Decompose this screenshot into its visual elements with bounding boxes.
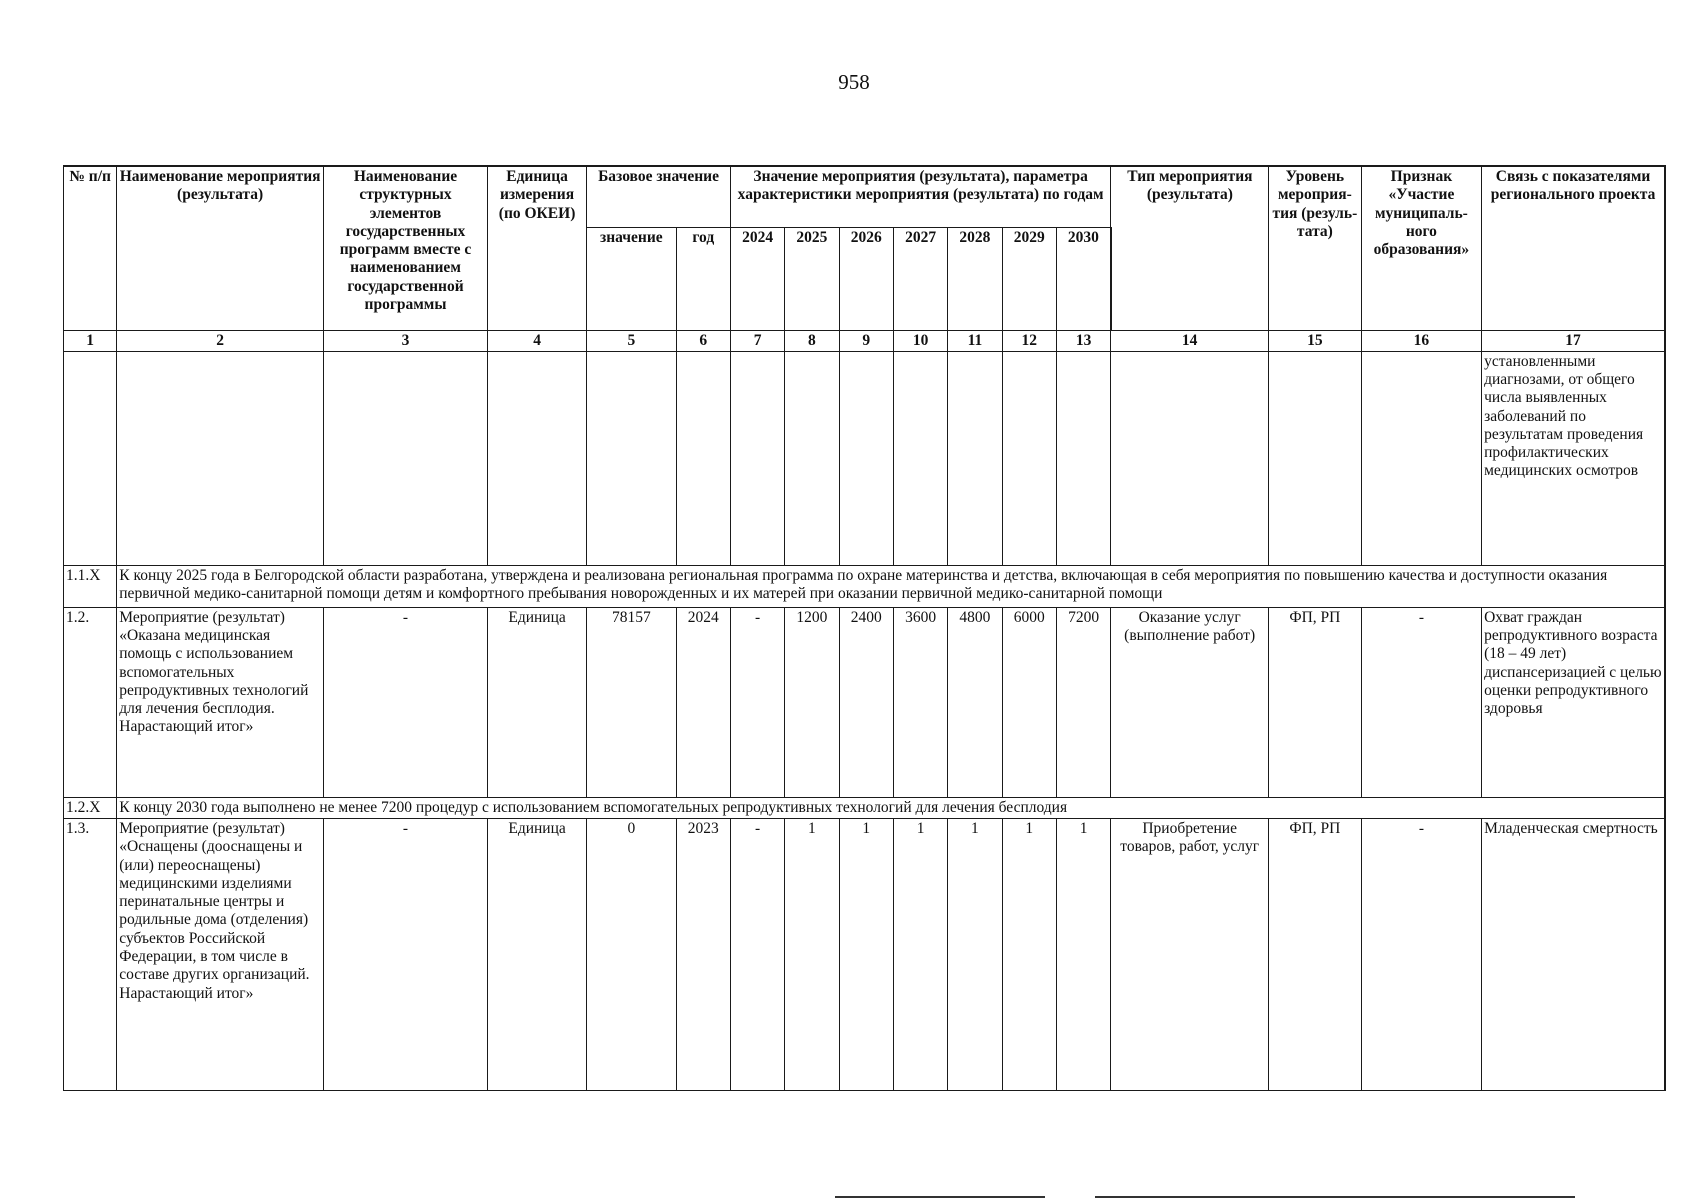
cell-empty xyxy=(323,351,487,565)
row-value-2030: 7200 xyxy=(1056,607,1110,797)
row-link: Охват граждан репродуктивного возраста (18 – 49 лет) диспансеризацией с целью оценки репродуктивного здоровья xyxy=(1482,607,1665,797)
header-year: 2027 xyxy=(893,227,947,330)
cell-empty xyxy=(730,351,784,565)
header-base-value-group: Базовое значение xyxy=(587,166,731,227)
row-value-2024: - xyxy=(730,607,784,797)
cell-empty xyxy=(1269,351,1362,565)
row-base-value: 0 xyxy=(587,819,676,1091)
row-value-2025: 1 xyxy=(785,819,839,1091)
row-base-value: 78157 xyxy=(587,607,676,797)
row-type: Приобретение товаров, работ, услуг xyxy=(1111,819,1269,1091)
header-name: Наименование мероприятия (результата) xyxy=(117,166,324,330)
cell-empty xyxy=(64,351,117,565)
header-num: № п/п xyxy=(64,166,117,330)
column-number: 12 xyxy=(1002,330,1056,351)
column-numbers-row xyxy=(64,330,1666,351)
column-number: 17 xyxy=(1482,330,1665,351)
row-value-2024: - xyxy=(730,819,784,1091)
header-unit: Единица измерения (по ОКЕИ) xyxy=(488,166,587,330)
row-value-2028: 4800 xyxy=(948,607,1002,797)
continuation-row xyxy=(64,351,1666,565)
cell-empty xyxy=(1361,351,1481,565)
row-level: ФП, РП xyxy=(1269,819,1362,1091)
row-base-year: 2023 xyxy=(676,819,730,1091)
task-num: 1.1.X xyxy=(64,565,117,607)
cell-empty xyxy=(676,351,730,565)
scan-footer-line xyxy=(1095,1196,1575,1198)
row-value-2029: 1 xyxy=(1002,819,1056,1091)
measure-row xyxy=(64,819,1666,1091)
column-number: 15 xyxy=(1269,330,1362,351)
row-base-year: 2024 xyxy=(676,607,730,797)
task-row xyxy=(64,797,1666,818)
column-number: 1 xyxy=(64,330,117,351)
header-year: 2026 xyxy=(839,227,893,330)
header-type: Тип мероприятия (результата) xyxy=(1111,166,1269,330)
column-number: 11 xyxy=(948,330,1002,351)
header-link: Связь с показателями регионального проекта xyxy=(1482,166,1665,330)
cell-empty xyxy=(117,351,324,565)
row-structural-elements: - xyxy=(323,607,487,797)
task-text: К концу 2025 года в Белгородской области разработана, утверждена и реализована региональная программа по охране материнства и детства, включающая в себя мероприятия по повышению качества и доступности оказания первичной медико-санитарной помощи детям и комфортного пребывания новорожденных и их матерей при оказании первичной медико-санитарной помощи xyxy=(117,565,1665,607)
row-unit: Единица xyxy=(488,607,587,797)
row-type: Оказание услуг (выполнение работ) xyxy=(1111,607,1269,797)
header-year: 2030 xyxy=(1056,227,1110,330)
cell-empty xyxy=(948,351,1002,565)
row-unit: Единица xyxy=(488,819,587,1091)
row-num: 1.2. xyxy=(64,607,117,797)
header-base-value: значение xyxy=(587,227,676,330)
column-number: 6 xyxy=(676,330,730,351)
row-value-2025: 1200 xyxy=(785,607,839,797)
row-value-2029: 6000 xyxy=(1002,607,1056,797)
cell-empty xyxy=(488,351,587,565)
column-number: 16 xyxy=(1361,330,1481,351)
header-year: 2029 xyxy=(1002,227,1056,330)
row-link: Младенческая смертность xyxy=(1482,819,1665,1091)
header-year: 2025 xyxy=(785,227,839,330)
header-year: 2024 xyxy=(730,227,784,330)
page-number: 958 xyxy=(838,70,870,94)
header-year: 2028 xyxy=(948,227,1002,330)
cell-empty xyxy=(1111,351,1269,565)
row-num: 1.3. xyxy=(64,819,117,1091)
task-num: 1.2.X xyxy=(64,797,117,818)
column-number: 3 xyxy=(323,330,487,351)
column-number: 14 xyxy=(1111,330,1269,351)
cell-empty xyxy=(785,351,839,565)
row-name: Мероприятие (результат) «Оснащены (дооснащены и (или) переоснащены) медицинскими изделиями перинатальные центры и родильные дома (отделения) субъектов Российской Федерации, в том числе в составе других организаций. Нарастающий итог» xyxy=(117,819,324,1091)
measures-table xyxy=(63,165,1666,1091)
row-name: Мероприятие (результат) «Оказана медицинская помощь с использованием вспомогательных репродуктивных технологий для лечения бесплодия. Нарастающий итог» xyxy=(117,607,324,797)
cell-empty xyxy=(1056,351,1110,565)
cell-empty xyxy=(839,351,893,565)
cell-empty xyxy=(587,351,676,565)
column-number: 8 xyxy=(785,330,839,351)
column-number: 2 xyxy=(117,330,324,351)
row-value-2027: 1 xyxy=(893,819,947,1091)
column-number: 9 xyxy=(839,330,893,351)
scan-footer-line xyxy=(835,1196,1045,1198)
cell-empty xyxy=(1002,351,1056,565)
task-text: К концу 2030 года выполнено не менее 7200 процедур с использованием вспомогательных репродуктивных технологий для лечения бесплодия xyxy=(117,797,1665,818)
row-value-2030: 1 xyxy=(1056,819,1110,1091)
header-values-by-year-group: Значение мероприятия (результата), параметра характеристики мероприятия (результата) по годам xyxy=(730,166,1110,227)
cell-link-continued: установленными диагнозами, от общего числа выявленных заболеваний по результатам проведения профилактических медицинских осмотров xyxy=(1482,351,1665,565)
column-number: 10 xyxy=(893,330,947,351)
column-number: 13 xyxy=(1056,330,1110,351)
row-value-2026: 1 xyxy=(839,819,893,1091)
header-row xyxy=(64,166,1666,227)
measure-row xyxy=(64,607,1666,797)
row-structural-elements: - xyxy=(323,819,487,1091)
row-municipal: - xyxy=(1361,607,1481,797)
column-number: 4 xyxy=(488,330,587,351)
header-structural-elements: Наименование структурных элементов государственных программ вместе с наименованием государственной программы xyxy=(323,166,487,330)
row-municipal: - xyxy=(1361,819,1481,1091)
header-level: Уровень мероприя-тия (резуль-тата) xyxy=(1269,166,1362,330)
column-number: 5 xyxy=(587,330,676,351)
column-number: 7 xyxy=(730,330,784,351)
cell-empty xyxy=(893,351,947,565)
row-value-2027: 3600 xyxy=(893,607,947,797)
row-value-2028: 1 xyxy=(948,819,1002,1091)
row-value-2026: 2400 xyxy=(839,607,893,797)
task-row xyxy=(64,565,1666,607)
header-municipal: Признак «Участие муниципаль-ного образования» xyxy=(1361,166,1481,330)
row-level: ФП, РП xyxy=(1269,607,1362,797)
header-base-year: год xyxy=(676,227,730,330)
